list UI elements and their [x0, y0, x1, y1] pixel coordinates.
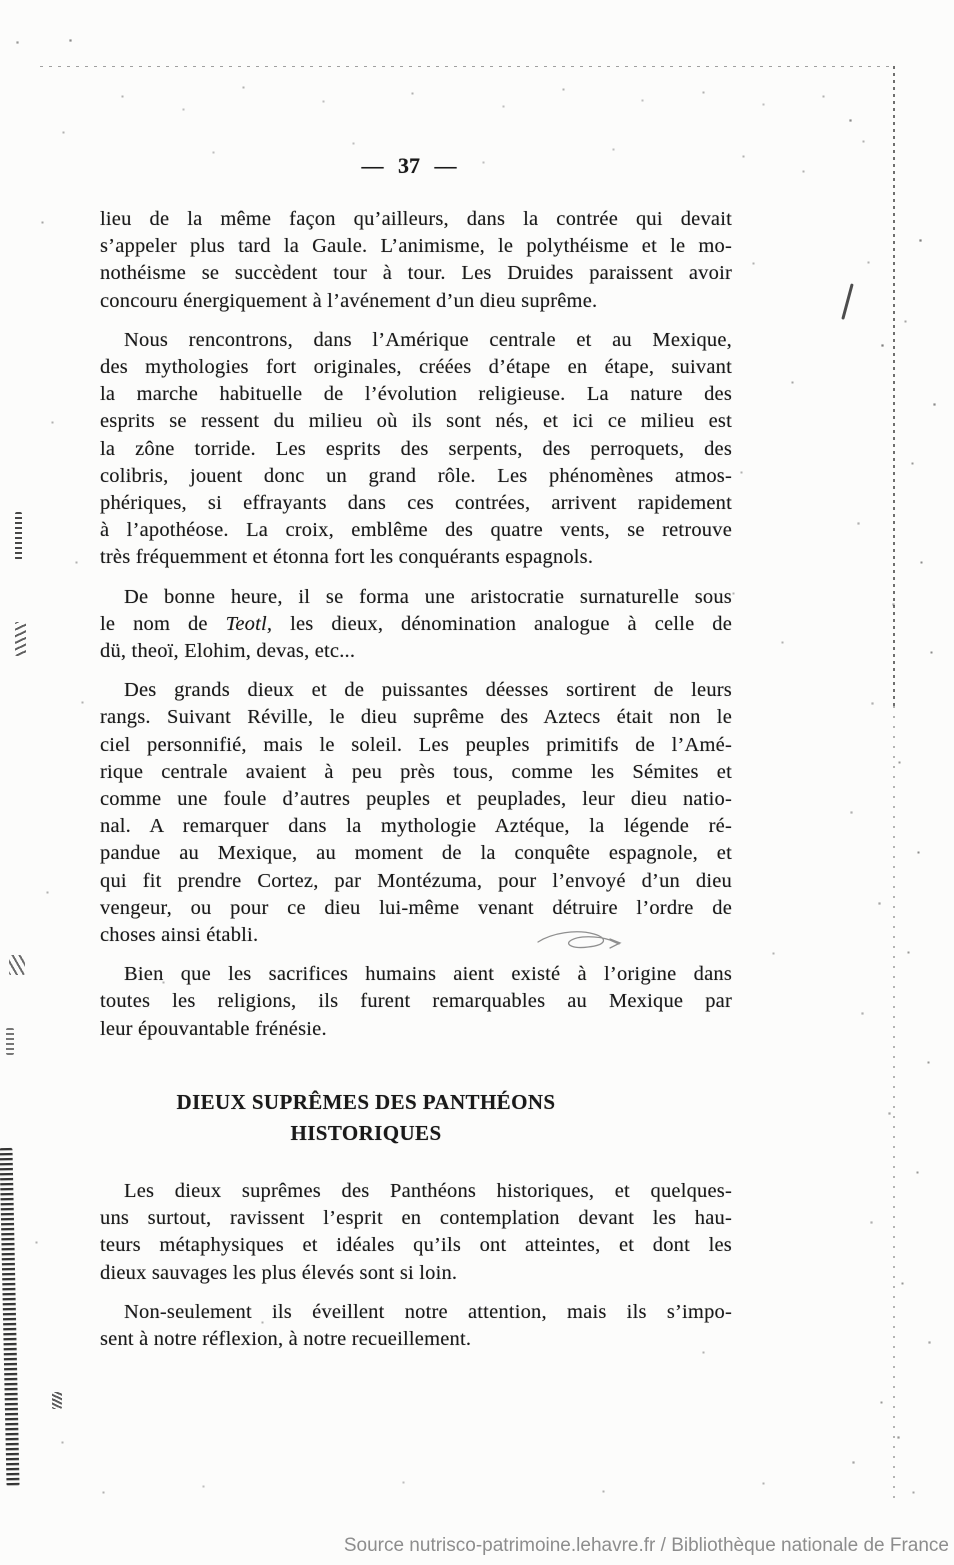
text-line: Des grands dieux et de puissantes déesses sortirent de leurs	[124, 679, 732, 702]
text-line: la marche habituelle de l’évolution religieuse. La nature des	[100, 383, 732, 406]
text-line: nothéisme se succèdent tour à tour. Les Druides paraissent avoir	[100, 262, 732, 285]
binding-ink-marks	[0, 1148, 20, 1486]
text-line: très fréquemment et étonna fort les conquérants espagnols.	[100, 546, 594, 569]
text-line: Nous rencontrons, dans l’Amérique centrale et au Mexique,	[124, 328, 732, 351]
text-line: la zône torride. Les esprits des serpents, des perroquets, des	[100, 437, 732, 460]
text-line: teurs métaphysiques et idéales qu’ils ont atteintes, et dont les	[100, 1234, 732, 1257]
source-credit: Source nutrisco-patrimoine.lehavre.fr / Bibliothèque nationale de France	[343, 1535, 949, 1556]
paragraph	[100, 327, 732, 572]
text-line: à l’apothéose. La croix, emblême des quatre vents, se retrouve	[100, 519, 732, 542]
paragraph	[100, 584, 732, 666]
text-line: De bonne heure, il se forma une aristocratie surnaturelle sous	[124, 585, 732, 608]
text-line: toutes les religions, ils furent remarquables au Mexique par	[100, 990, 732, 1013]
text-line: Non-seulement ils éveillent notre attention, mais ils s’impo-	[124, 1300, 732, 1323]
paragraph	[100, 677, 732, 949]
text-line: sent à notre réflexion, à notre recueillement.	[100, 1327, 472, 1350]
text-line: qui fit prendre Cortez, par Montézuma, pour l’envoyé d’un dieu	[100, 869, 732, 892]
margin-ink-mark	[15, 512, 22, 560]
page-edge-top-line	[40, 66, 893, 67]
text-line: ciel personnifié, mais le soleil. Les peuples primitifs de l’Amé-	[100, 733, 732, 756]
margin-ink-mark	[6, 1028, 14, 1055]
text-line: Les dieux suprêmes des Panthéons historiques, et quelques-	[124, 1179, 732, 1202]
text-line: dü, theoï, Elohim, devas, etc...	[100, 640, 356, 663]
text-line: pandue au Mexique, au moment de la conquête espagnole, et	[100, 842, 732, 865]
page-edge-right-line-upper	[893, 66, 895, 706]
text-line: rique centrale avaient à peu près tous, comme les Sémites et	[100, 760, 732, 783]
body-text	[100, 206, 732, 1365]
text-line: comme une foule d’autres peuples et peuplades, leur dieu natio-	[100, 788, 732, 811]
page-edge-right-line-lower	[893, 706, 895, 1506]
text-line: dieux sauvages les plus élevés sont si loin.	[100, 1261, 458, 1284]
margin-ink-mark	[15, 622, 26, 656]
paragraph	[100, 1299, 732, 1353]
ink-slash-mark	[841, 283, 853, 319]
text-line: s’appeler plus tard la Gaule. L’animisme, le polythéisme et le mo-	[100, 235, 732, 258]
section-heading: DIEUX SUPRÊMES DES PANTHÉONS HISTORIQUES	[176, 1089, 556, 1145]
margin-ink-mark	[9, 955, 25, 975]
text-line: esprits se ressent du milieu où ils sont nés, et ici ce milieu est	[100, 410, 732, 433]
paragraph	[100, 1178, 732, 1287]
text-line: uns surtout, ravissent l’esprit en contemplation devant les hau-	[100, 1207, 732, 1230]
text-line: phériques, si effrayants dans ces contrées, arrivent rapidement	[100, 492, 732, 515]
margin-ink-mark	[52, 1392, 62, 1409]
text-line: nal. A remarquer dans la mythologie Aztéque, la légende ré-	[100, 815, 732, 838]
text-line: leur épouvantable frénésie.	[100, 1017, 327, 1040]
text-line: Bien que les sacrifices humains aient existé à l’origine dans	[124, 963, 732, 986]
text-line: le nom de Teotl, les dieux, dénomination analogue à celle de	[100, 612, 732, 635]
text-line: concouru énergiquement à l’avénement d’un dieu suprême.	[100, 289, 598, 312]
paragraph	[100, 961, 732, 1043]
text-line: des mythologies fort originales, créées d’étape en étape, suivant	[100, 356, 732, 379]
text-line: rangs. Suivant Réville, le dieu suprême des Aztecs était non le	[100, 706, 732, 729]
text-line: vengeur, ou pour ce dieu lui-même venant détruire l’ordre de	[100, 896, 732, 919]
page-number: — 37 —	[361, 153, 457, 178]
text-line: colibris, jouent donc un grand rôle. Les phénomènes atmos-	[100, 464, 732, 487]
scan-speckle-noise	[0, 0, 1, 1]
paragraph	[100, 206, 732, 315]
text-line: choses ainsi établi.	[100, 924, 259, 947]
text-line: lieu de la même façon qu’ailleurs, dans la contrée qui devait	[100, 208, 732, 230]
